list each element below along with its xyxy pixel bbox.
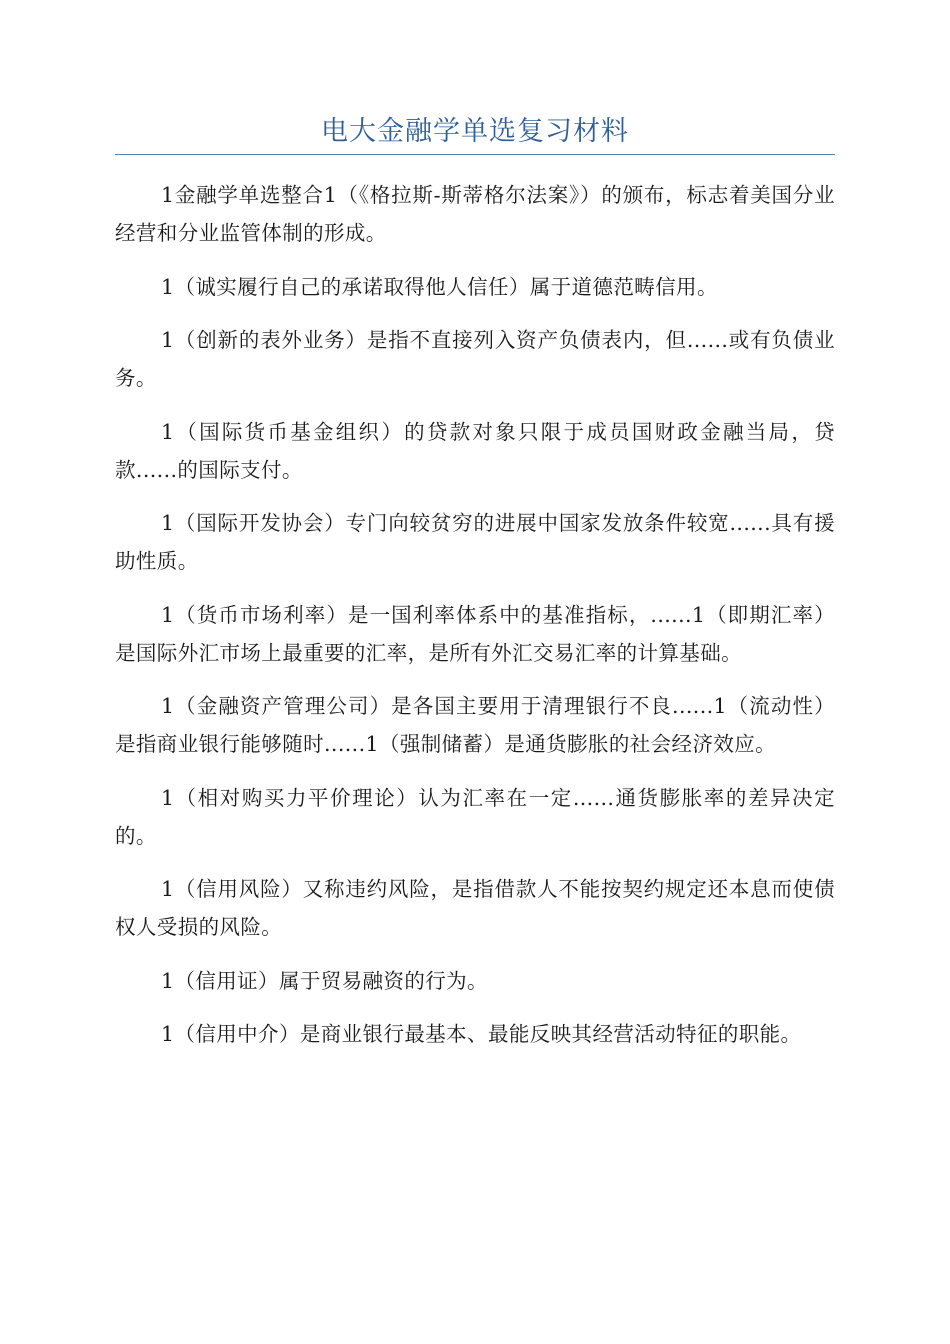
paragraph-5: 1（国际开发协会）专门向较贫穷的进展中国家发放条件较宽......具有援助性质。 <box>115 511 835 573</box>
title-divider <box>115 154 835 155</box>
paragraph-8: 1（相对购买力平价理论）认为汇率在一定......通货膨胀率的差异决定的。 <box>115 785 835 848</box>
paragraph-9: 1（信用风险）又称违约风险，是指借款人不能按契约规定还本息而使债权人受损的风险。 <box>115 877 835 939</box>
paragraph-11: 1（信用中介）是商业银行最基本、最能反映其经营活动特征的职能。 <box>161 1022 802 1046</box>
paragraph-1: 1金融学单选整合1（《格拉斯-斯蒂格尔法案》）的颁布，标志着美国分业经营和分业监管体制的形成。 <box>115 183 835 245</box>
document-title: 电大金融学单选复习材料 <box>321 116 629 147</box>
paragraph-6: 1（货币市场利率）是一国利率体系中的基准指标，......1（即期汇率）是国际外汇市场上最重要的汇率，是所有外汇交易汇率的计算基础。 <box>115 602 835 665</box>
document-body <box>115 176 835 1069</box>
paragraph-2: 1（诚实履行自己的承诺取得他人信任）属于道德范畴信用。 <box>161 274 718 299</box>
paragraph-3: 1（创新的表外业务）是指不直接列入资产负债表内，但......或有负债业务。 <box>115 328 835 390</box>
paragraph-10: 1（信用证）属于贸易融资的行为。 <box>161 968 488 993</box>
paragraph-4: 1（国际货币基金组织）的贷款对象只限于成员国财政金融当局，贷款......的国际支付。 <box>115 419 835 482</box>
paragraph-7: 1（金融资产管理公司）是各国主要用于清理银行不良......1（流动性）是指商业银行能够随时......1（强制储蓄）是通货膨胀的社会经济效应。 <box>115 694 835 756</box>
